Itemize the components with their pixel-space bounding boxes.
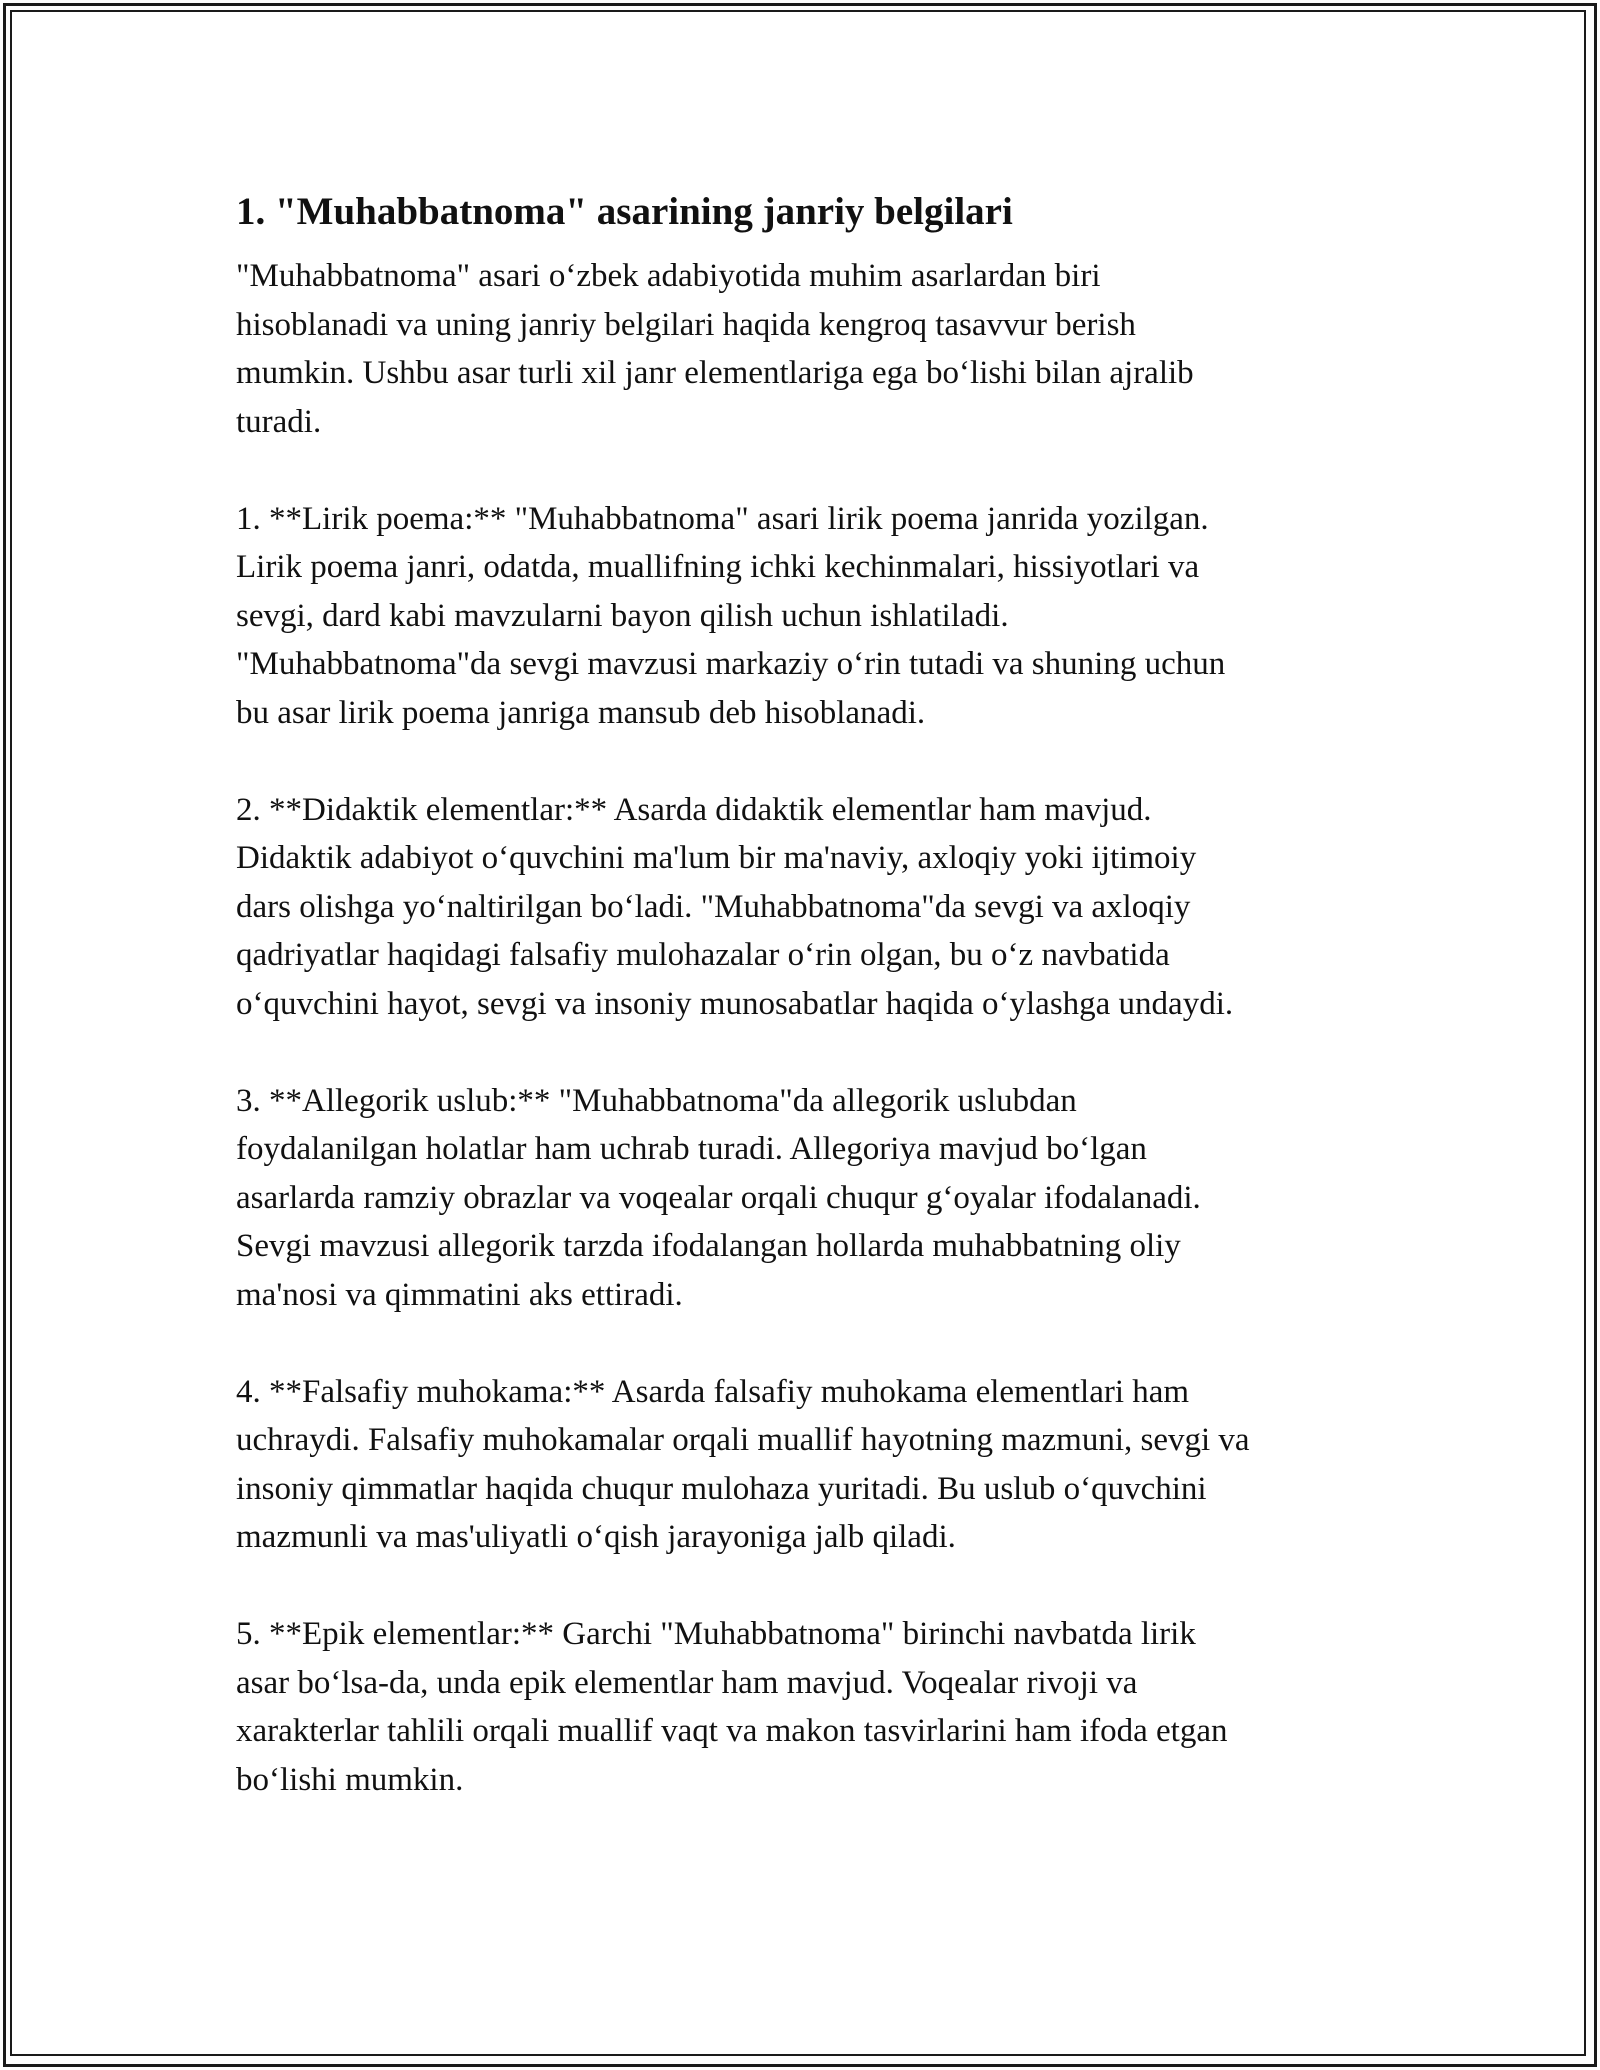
text-line: hisoblanadi va uning janriy belgilari haqida kengroq tasavvur berish [236,306,1136,343]
document-body [236,188,1386,1804]
text-line: ma'nosi va qimmatini aks ettiradi. [236,1276,683,1313]
text-line: boʻlishi mumkin. [236,1761,464,1798]
text-line: turadi. [236,403,322,440]
paragraph-lirik-poema [236,495,1386,738]
text-line: uchraydi. Falsafiy muhokamalar orqali muallif hayotning mazmuni, sevgi va [236,1422,1250,1458]
text-line: qadriyatlar haqidagi falsafiy mulohazalar oʻrin olgan, bu oʻz navbatida [236,937,1170,973]
text-line: asar boʻlsa-da, unda epik elementlar ham mavjud. Voqealar rivoji va [236,1664,1138,1701]
text-line: sevgi, dard kabi mavzularni bayon qilish uchun ishlatiladi. [236,597,1009,634]
text-line: mazmunli va mas'uliyatli oʻqish jarayoniga jalb qiladi. [236,1519,956,1555]
text-line: mumkin. Ushbu asar turli xil janr elementlariga ega boʻlishi bilan ajralib [236,355,1194,391]
text-line: 3. **Allegorik uslub:** "Muhabbatnoma"da allegorik uslubdan [236,1082,1077,1119]
text-line: oʻquvchini hayot, sevgi va insoniy munosabatlar haqida oʻylashga undaydi. [236,985,1234,1022]
text-line: dars olishga yoʻnaltirilgan boʻladi. "Muhabbatnoma"da sevgi va axloqiy [236,888,1191,925]
text-line: Sevgi mavzusi allegorik tarzda ifodalangan hollarda muhabbatning oliy [236,1228,1181,1264]
paragraph-epik-elementlar [236,1610,1386,1804]
text-line: "Muhabbatnoma"da sevgi mavzusi markaziy oʻrin tutadi va shuning uchun [236,646,1226,682]
paragraph-didaktik-elementlar [236,786,1386,1029]
paragraph-intro [236,252,1386,446]
text-line: foydalanilgan holatlar ham uchrab turadi. Allegoriya mavjud boʻlgan [236,1131,1147,1167]
text-line: xarakterlar tahlili orqali muallif vaqt va makon tasvirlarini ham ifoda etgan [236,1713,1228,1749]
text-line: Didaktik adabiyot oʻquvchini ma'lum bir ma'naviy, axloqiy yoki ijtimoiy [236,840,1197,876]
text-line: "Muhabbatnoma" asari oʻzbek adabiyotida muhim asarlardan biri [236,258,1101,294]
document-heading: 1. "Muhabbatnoma" asarining janriy belgilari [236,190,1013,233]
text-line: 5. **Epik elementlar:** Garchi "Muhabbatnoma" birinchi navbatda lirik [236,1616,1196,1652]
text-line: 2. **Didaktik elementlar:** Asarda didaktik elementlar ham mavjud. [236,791,1152,828]
paragraph-allegorik-uslub [236,1077,1386,1320]
text-line: bu asar lirik poema janriga mansub deb hisoblanadi. [236,694,926,731]
text-line: asarlarda ramziy obrazlar va voqealar orqali chuqur gʻoyalar ifodalanadi. [236,1179,1201,1216]
text-line: insoniy qimmatlar haqida chuqur mulohaza yuritadi. Bu uslub oʻquvchini [236,1470,1207,1507]
paragraph-falsafiy-muhokama [236,1368,1386,1562]
text-line: Lirik poema janri, odatda, muallifning ichki kechinmalari, hissiyotlari va [236,549,1200,585]
text-line: 4. **Falsafiy muhokama:** Asarda falsafiy muhokama elementlari ham [236,1373,1190,1410]
text-line: 1. **Lirik poema:** "Muhabbatnoma" asari lirik poema janrida yozilgan. [236,500,1209,537]
